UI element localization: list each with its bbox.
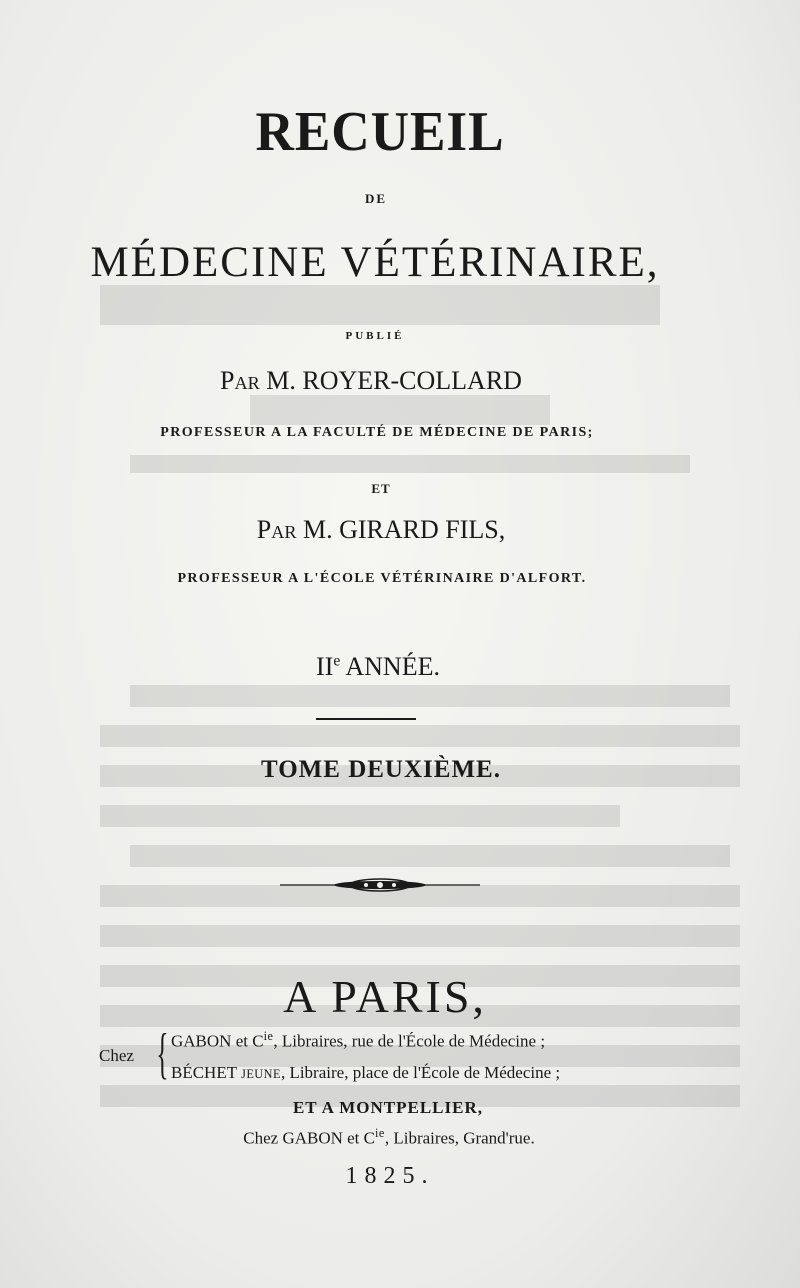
author-1-affiliation: PROFESSEUR A LA FACULTÉ DE MÉDECINE DE PARIS; — [160, 425, 594, 440]
author-2-par: PAR — [256, 515, 297, 544]
author-1 — [0, 366, 742, 396]
brace-icon: { — [156, 1023, 169, 1085]
book-subtitle: MÉDECINE VÉTÉRINAIRE, — [90, 239, 660, 286]
publisher-1-name: GABON et C — [171, 1031, 264, 1051]
publisher-1-address: , Libraires, rue de l'École de Médecine ; — [273, 1031, 546, 1051]
publisher-2-jeune: JEUNE — [241, 1067, 281, 1081]
author-1-par: PAR — [220, 366, 260, 395]
publisher-2-address: , Libraire, place de l'École de Médecine ; — [280, 1063, 561, 1082]
edition-numeral: II — [316, 652, 334, 681]
author-2-name: M. GIRARD FILS, — [302, 515, 506, 544]
book-title: RECUEIL — [255, 101, 505, 163]
edition-label: ANNÉE. — [345, 652, 440, 681]
author-2 — [0, 515, 762, 545]
published-label: PUBLIÉ — [345, 330, 405, 342]
publisher-2-name: BÉCHET — [171, 1063, 237, 1082]
edition-suffix: e — [333, 652, 341, 670]
edition-year — [0, 652, 756, 682]
publisher-3-suffix: ie — [375, 1126, 385, 1140]
second-city: ET A MONTPELLIER, — [292, 1098, 484, 1117]
imprint-city: A PARIS, — [283, 971, 487, 1022]
ornament-divider — [280, 874, 480, 896]
publisher-2 — [171, 1063, 560, 1083]
divider-rule — [316, 718, 416, 720]
publisher-3 — [0, 1126, 778, 1149]
author-2-affiliation: PROFESSEUR A L'ÉCOLE VÉTÉRINAIRE D'ALFORT. — [177, 571, 587, 586]
title-connector-de: DE — [364, 191, 388, 206]
conjunction-et: ET — [371, 481, 391, 496]
publisher-3-address: , Libraires, Grand'rue. — [384, 1128, 535, 1148]
publisher-1 — [171, 1029, 545, 1052]
author-1-name: M. ROYER-COLLARD — [266, 366, 522, 395]
publisher-3-name: Chez GABON et C — [243, 1128, 375, 1148]
volume-label: TOME DEUXIÈME. — [261, 756, 501, 783]
imprint-chez: Chez — [99, 1046, 134, 1065]
publication-year: 1825. — [345, 1163, 435, 1189]
publisher-1-suffix: ie — [263, 1029, 274, 1043]
